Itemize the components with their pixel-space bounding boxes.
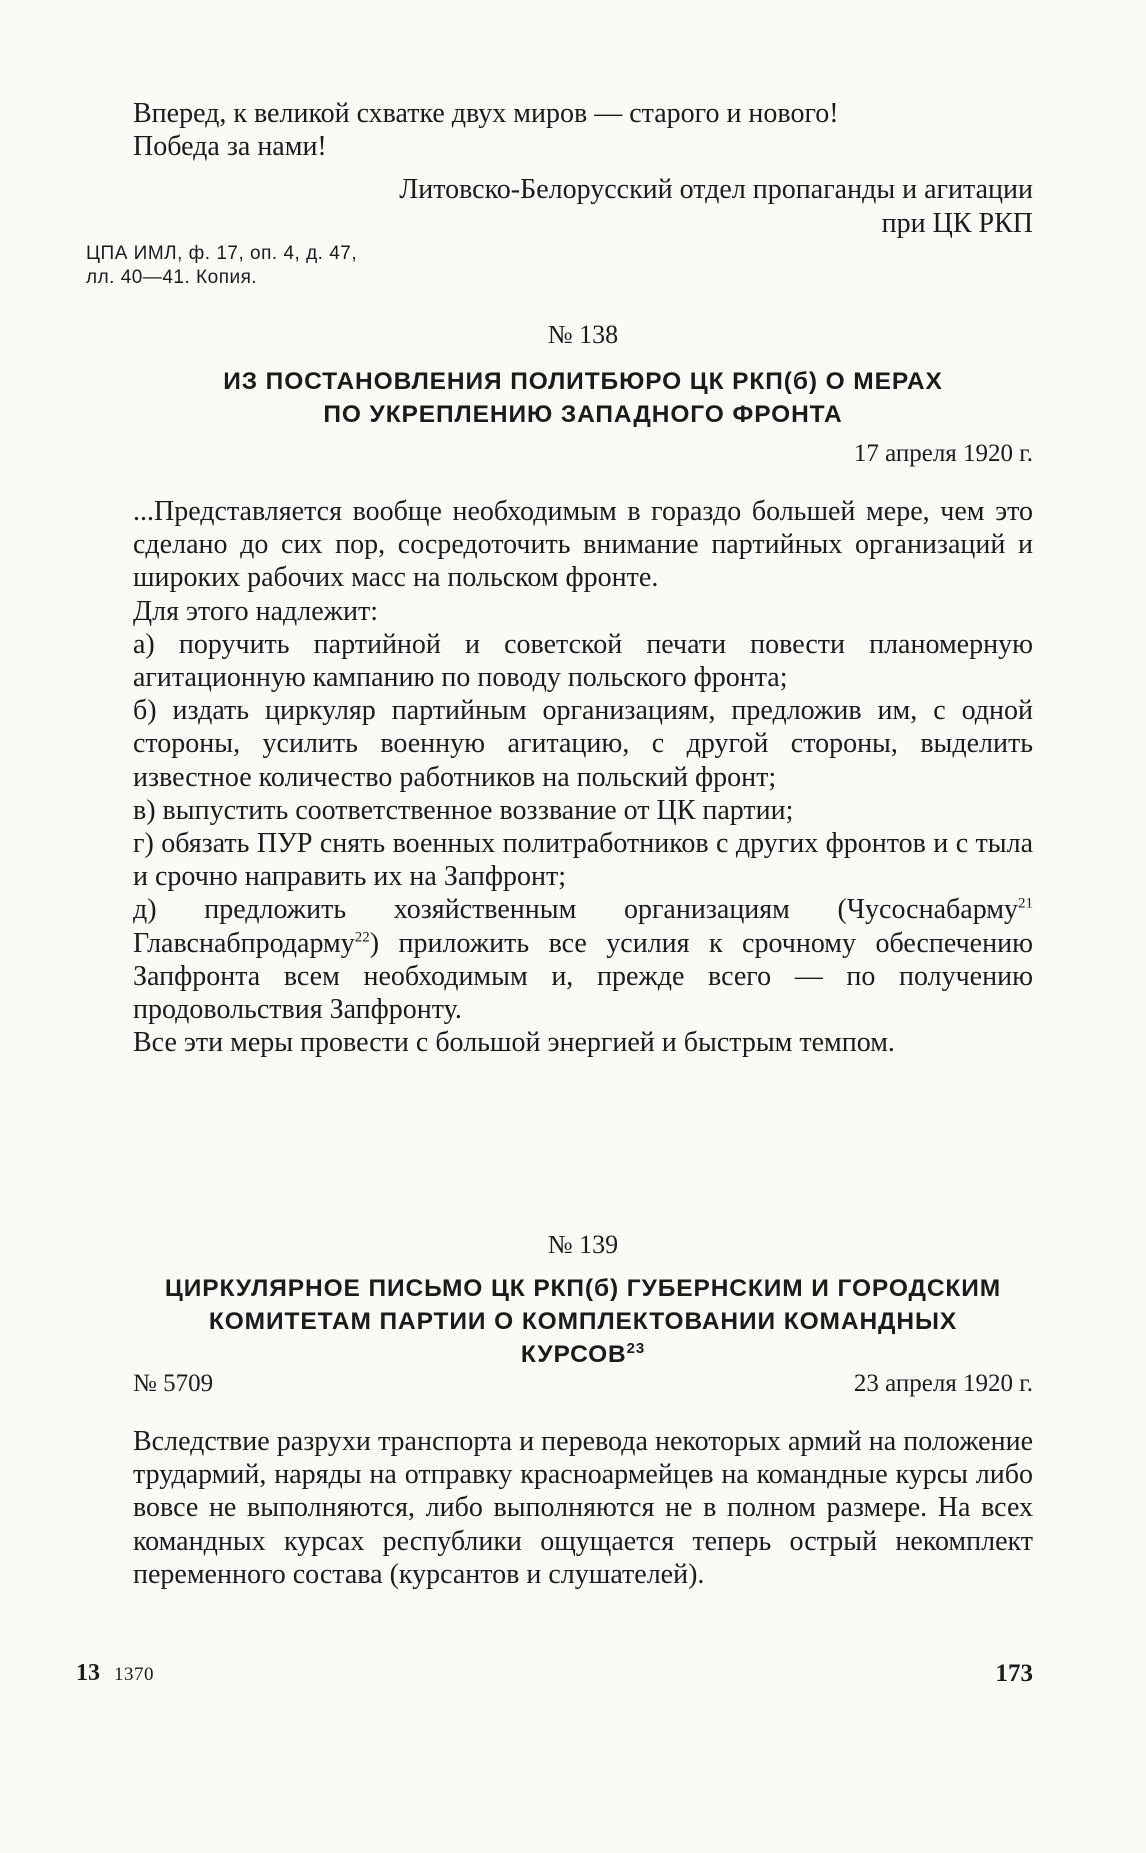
archival-source-line-2: лл. 40—41. Копия. bbox=[86, 267, 258, 288]
closing-slogan-line-2: Победа за нами! bbox=[133, 131, 327, 163]
document-meta-139 bbox=[133, 1370, 1033, 1398]
document-title-139-line-3 bbox=[133, 1338, 1033, 1371]
archival-source bbox=[86, 242, 586, 290]
paragraph-for-this: Для этого надлежит: bbox=[133, 595, 379, 627]
signature-line-2: при ЦК РКП bbox=[881, 207, 1033, 239]
document-date-138: 17 апреля 1920 г. bbox=[853, 440, 1033, 467]
closing-slogan-line-1: Вперед, к великой схватке двух миров — старого и нового! bbox=[133, 98, 839, 129]
item-d-part-3: ) приложить все усилия к срочному обеспечению Запфронта всем необходимым и, прежде всего — по получению продовольствия Запфронту. bbox=[133, 927, 1033, 1026]
document-title-139 bbox=[133, 1272, 1033, 1371]
outgoing-number: № 5709 bbox=[133, 1370, 214, 1397]
page-number: 173 bbox=[995, 1660, 1033, 1687]
closing-slogan bbox=[133, 97, 1033, 163]
archival-source-line-1: ЦПА ИМЛ, ф. 17, оп. 4, д. 47, bbox=[86, 243, 358, 264]
paragraph-intro: ...Представляется вообще необходимым в гораздо большей мере, чем это сделано до сих пор, сосредоточить внимание партийных организаций и широких рабочих масс на польском фронте. bbox=[133, 496, 1033, 594]
document-body-139 bbox=[133, 1425, 1033, 1591]
document-title-138 bbox=[133, 365, 1033, 431]
signature-mark bbox=[76, 1660, 154, 1687]
paragraph-item-d bbox=[133, 893, 1033, 1026]
paragraph-closing: Все эти меры провести с большой энергией и быстрым темпом. bbox=[133, 1027, 895, 1059]
paragraph-item-g: г) обязать ПУР снять военных политработников с других фронтов и с тыла и срочно направить их на Запфронт; bbox=[133, 828, 1033, 893]
footnote-ref-21: 21 bbox=[1018, 896, 1033, 913]
document-title-138-line-1: ИЗ ПОСТАНОВЛЕНИЯ ПОЛИТБЮРО ЦК РКП(б) О МЕРАХ bbox=[223, 368, 943, 395]
document-title-138-line-2: ПО УКРЕПЛЕНИЮ ЗАПАДНОГО ФРОНТА bbox=[323, 401, 843, 428]
document-date-139: 23 апреля 1920 г. bbox=[853, 1370, 1033, 1397]
print-code: 1370 bbox=[114, 1664, 154, 1685]
footnote-ref-23: 23 bbox=[626, 1339, 646, 1357]
paragraph-item-b: б) издать циркуляр партийным организациям, предложив им, с одной стороны, усилить военную агитацию, с другой стороны, выделить известное количество работников на польский фронт; bbox=[133, 695, 1033, 793]
document-number-138: № 138 bbox=[547, 320, 619, 349]
item-d-part-1: д) предложить хозяйственным организациям (Чусоснабарму bbox=[133, 894, 1018, 926]
paragraph-item-v: в) выпустить соответственное воззвание от ЦК партии; bbox=[133, 794, 794, 826]
document-title-139-line-2: КОМИТЕТАМ ПАРТИИ О КОМПЛЕКТОВАНИИ КОМАНДНЫХ bbox=[208, 1308, 958, 1335]
sheet-number: 13 bbox=[76, 1660, 100, 1686]
previous-document-ending bbox=[133, 97, 1033, 240]
item-d-part-2: Главснабпродарму bbox=[133, 927, 355, 959]
paragraph-item-a: а) поручить партийной и советской печати повести планомерную агитационную кампанию по поводу польского фронта; bbox=[133, 628, 1033, 694]
document-title-139-line-1: ЦИРКУЛЯРНОЕ ПИСЬМО ЦК РКП(б) ГУБЕРНСКИМ И ГОРОДСКИМ bbox=[164, 1275, 1002, 1302]
document-title-139-line-3-text: КУРСОВ bbox=[520, 1341, 627, 1368]
paragraph-transport: Вследствие разрухи транспорта и перевода некоторых армий на положение трудармий, наряды на отправку красноармейцев на командные курсы либо вовсе не выполняются, либо выполняются не в полном размере. На всех командных курсах республики ощущается теперь острый некомплект переменного состава (курсантов и слушателей). bbox=[133, 1426, 1033, 1590]
document-body-138 bbox=[133, 495, 1033, 1059]
signature-line-1: Литовско-Белорусский отдел пропаганды и агитации bbox=[399, 174, 1033, 206]
document-number-139: № 139 bbox=[547, 1230, 619, 1259]
signature-block bbox=[133, 173, 1033, 239]
footnote-ref-22: 22 bbox=[354, 929, 370, 946]
